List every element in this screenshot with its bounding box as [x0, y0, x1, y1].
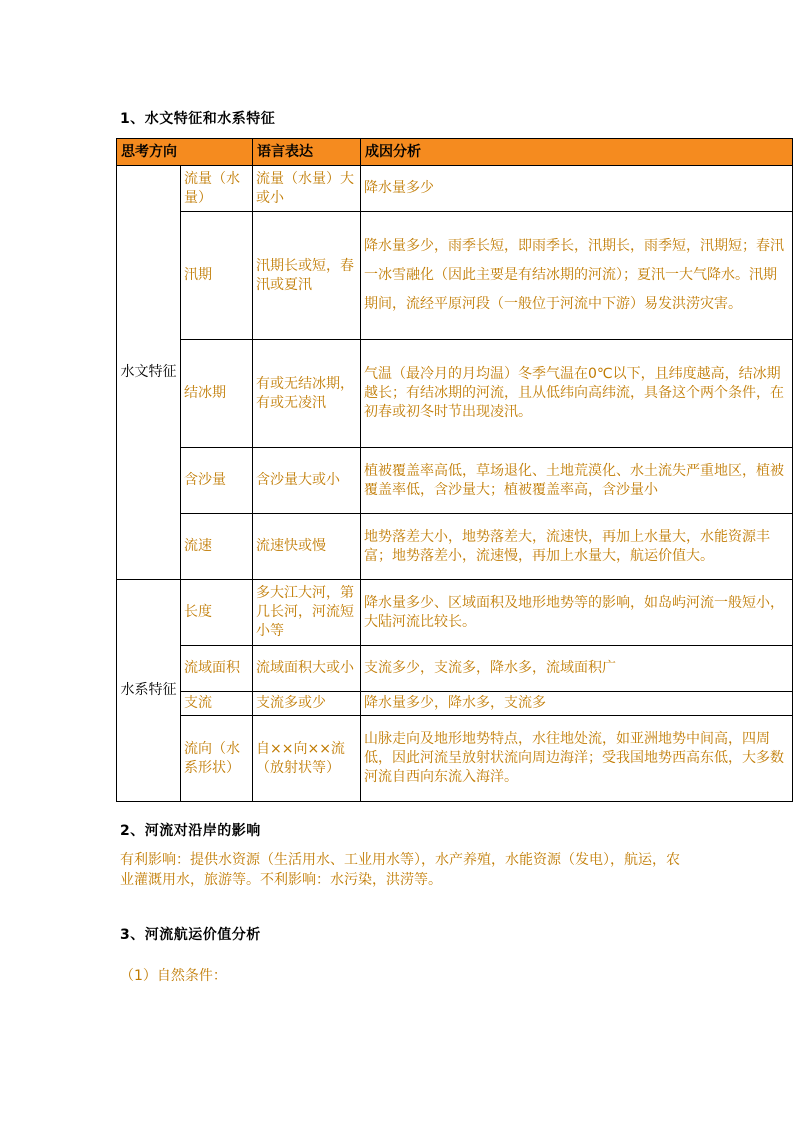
table-row	[117, 580, 793, 646]
header-analysis: 成因分析	[361, 139, 793, 166]
analysis-cell: 降水量多少，雨季长短，即雨季长，汛期长，雨季短，汛期短；春汛一冰雪融化（因此主要是有结冰期的河流）；夏汛一大气降水。汛期期间，流经平原河段（一般位于河流中下游）易发洪涝灾害。	[361, 212, 793, 340]
header-direction: 思考方向	[117, 139, 253, 166]
aspect-cell: 流域面积	[181, 646, 253, 692]
expression-cell: 含沙量大或小	[253, 448, 361, 514]
aspect-cell: 流速	[181, 514, 253, 580]
aspect-cell: 含沙量	[181, 448, 253, 514]
group-river-system: 水系特征	[117, 580, 181, 802]
natural-conditions-label: （1）自然条件：	[120, 968, 227, 984]
table-row	[117, 448, 793, 514]
analysis-cell: 山脉走向及地形地势特点，水往地处流，如亚洲地势中间高，四周低，因此河流呈放射状流向周边海洋；受我国地势西高东低，大多数河流自西向东流入海洋。	[361, 716, 793, 802]
analysis-cell: 降水量多少，降水多，支流多	[361, 692, 793, 716]
section-2-title: 2、河流对沿岸的影响	[120, 823, 261, 839]
aspect-cell: 长度	[181, 580, 253, 646]
table-row	[117, 166, 793, 212]
section-3-title: 3、河流航运价值分析	[120, 927, 261, 943]
table-row	[117, 514, 793, 580]
analysis-cell: 气温（最冷月的月均温）冬季气温在0℃以下，且纬度越高，结冰期越长；有结冰期的河流，且从低纬向高纬流，具备这个两个条件，在初春或初冬时节出现凌汛。	[361, 340, 793, 448]
analysis-cell: 支流多少，支流多，降水多，流域面积广	[361, 646, 793, 692]
aspect-cell: 支流	[181, 692, 253, 716]
table-row	[117, 692, 793, 716]
table-row	[117, 212, 793, 340]
aspect-cell: 流量（水量）	[181, 166, 253, 212]
analysis-cell: 降水量多少	[361, 166, 793, 212]
aspect-cell: 汛期	[181, 212, 253, 340]
expression-cell: 流速快或慢	[253, 514, 361, 580]
aspect-cell: 流向（水系形状）	[181, 716, 253, 802]
group-hydrology: 水文特征	[117, 166, 181, 580]
hydrology-table	[116, 138, 793, 802]
analysis-cell: 降水量多少、区域面积及地形地势等的影响，如岛屿河流一般短小，大陆河流比较长。	[361, 580, 793, 646]
aspect-cell: 结冰期	[181, 340, 253, 448]
expression-cell: 流量（水量）大或小	[253, 166, 361, 212]
expression-cell: 多大江大河，第几长河，河流短小等	[253, 580, 361, 646]
header-expression: 语言表达	[253, 139, 361, 166]
table-row	[117, 646, 793, 692]
table-row	[117, 716, 793, 802]
river-impact-paragraph: 有利影响：提供水资源（生活用水、工业用水等），水产养殖，水能资源（发电），航运，农业灌溉用水，旅游等。不利影响：水污染，洪涝等。	[120, 852, 680, 888]
expression-cell: 自××向××流（放射状等）	[253, 716, 361, 802]
table-header-row	[117, 139, 793, 166]
expression-cell: 汛期长或短，春汛或夏汛	[253, 212, 361, 340]
table-row	[117, 340, 793, 448]
expression-cell: 有或无结冰期，有或无凌汛	[253, 340, 361, 448]
expression-cell: 支流多或少	[253, 692, 361, 716]
expression-cell: 流域面积大或小	[253, 646, 361, 692]
section-1-title: 1、水文特征和水系特征	[120, 111, 276, 127]
analysis-cell: 植被覆盖率高低，草场退化、土地荒漠化、水土流失严重地区，植被覆盖率低，含沙量大；植被覆盖率高，含沙量小	[361, 448, 793, 514]
analysis-cell: 地势落差大小，地势落差大，流速快，再加上水量大，水能资源丰富；地势落差小，流速慢，再加上水量大，航运价值大。	[361, 514, 793, 580]
